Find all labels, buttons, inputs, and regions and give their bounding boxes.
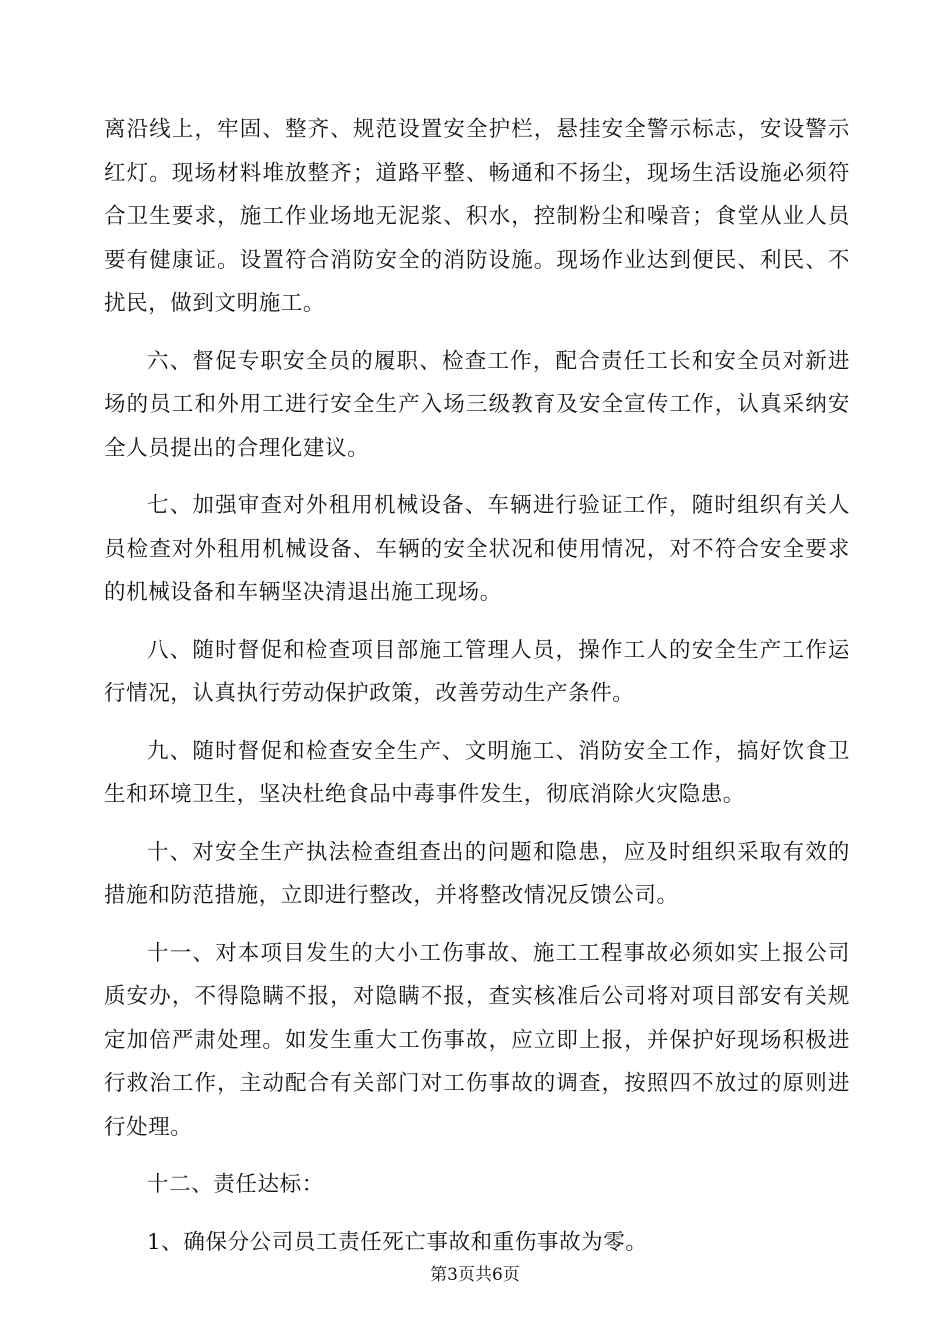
document-body xyxy=(104,108,850,1278)
paragraph-item-10: 十、对安全生产执法检查组查出的问题和隐患，应及时组织采取有效的措施和防范措施，立即进行整改，并将整改情况反馈公司。 xyxy=(104,839,850,908)
paragraph-item-7: 七、加强审查对外租用机械设备、车辆进行验证工作，随时组织有关人员检查对外租用机械设备、车辆的安全状况和使用情况，对不符合安全要求的机械设备和车辆坚决清退出施工现场。 xyxy=(104,493,850,605)
paragraph-item-12-1: 1、确保分公司员工责任死亡事故和重伤事故为零。 xyxy=(147,1229,648,1255)
paragraph-continuation: 离沿线上，牢固、整齐、规范设置安全护栏，悬挂安全警示标志，安设警示红灯。现场材料堆放整齐；道路平整、畅通和不扬尘，现场生活设施必须符合卫生要求，施工作业场地无泥浆、积水，控制粉尘和噪音；食堂从业人员要有健康证。设置符合消防安全的消防设施。现场作业达到便民、利民、不扰民，做到文明施工。 xyxy=(104,117,850,316)
paragraph-item-6: 六、督促专职安全员的履职、检查工作，配合责任工长和安全员对新进场的员工和外用工进行安全生产入场三级教育及安全宣传工作，认真采纳安全人员提出的合理化建议。 xyxy=(104,348,850,461)
paragraph-item-8: 八、随时督促和检查项目部施工管理人员，操作工人的安全生产工作运行情况，认真执行劳动保护政策，改善劳动生产条件。 xyxy=(104,637,850,706)
page-number-footer: 第3页共6页 xyxy=(430,1265,520,1285)
paragraph-item-12-heading: 十二、责任达标： xyxy=(147,1172,324,1197)
paragraph-item-9: 九、随时督促和检查安全生产、文明施工、消防安全工作，搞好饮食卫生和环境卫生，坚决杜绝食品中毒事件发生，彻底消除火灾隐患。 xyxy=(104,738,850,807)
paragraph-item-11: 十一、对本项目发生的大小工伤事故、施工工程事故必须如实上报公司质安办，不得隐瞒不报，对隐瞒不报，查实核准后公司将对项目部安有关规定加倍严肃处理。如发生重大工伤事故，应立即上报，并保护好现场积极进行救治工作，主动配合有关部门对工伤事故的调查，按照四不放过的原则进行处理。 xyxy=(104,940,850,1140)
